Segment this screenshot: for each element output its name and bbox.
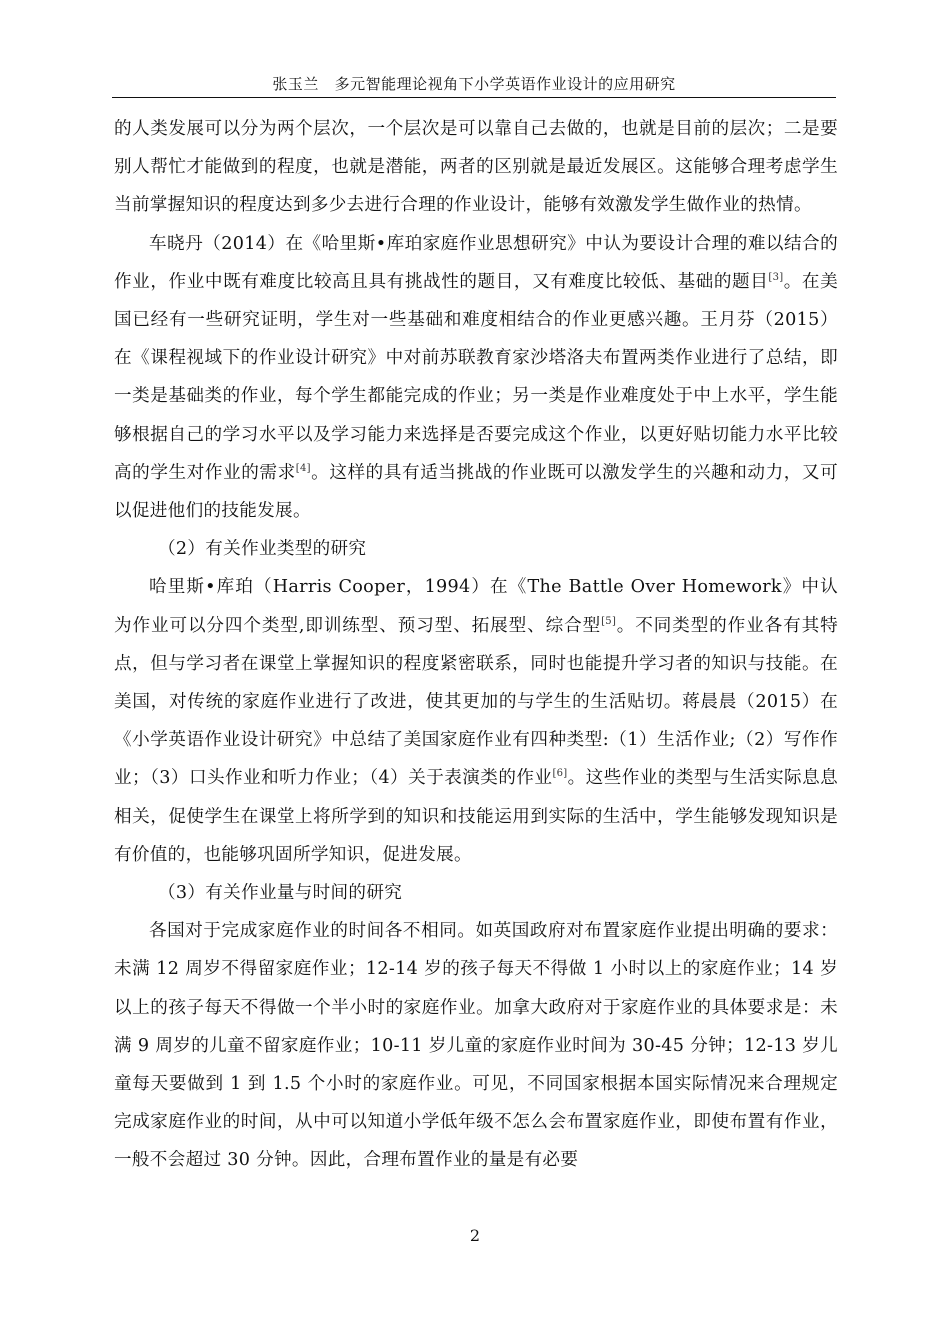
paragraph-difficulty: [114, 225, 838, 531]
header-author: 张玉兰: [272, 75, 319, 93]
paragraph-homework-types: [114, 568, 838, 874]
citation: [3]: [768, 271, 784, 283]
body-text: [114, 110, 838, 1180]
paragraph-text: 哈里斯•库珀（Harris Cooper，1994）在《The Battle Over Homework》中认为作业可以分四个类型,即训练型、预习型、拓展型、综合型: [114, 577, 838, 636]
citation: [4]: [295, 462, 311, 474]
page-number: 2: [469, 1226, 481, 1245]
subheading-homework-time: （3）有关作业量与时间的研究: [158, 883, 403, 904]
subheading-homework-types: （2）有关作业类型的研究: [158, 539, 367, 560]
header-title: 多元智能理论视角下小学英语作业设计的应用研究: [334, 75, 676, 93]
paragraph-text: 。在美国已经有一些研究证明，学生对一些基础和难度相结合的作业更感兴趣。王月芬（2015）在《课程视域下的作业设计研究》中对前苏联教育家沙塔洛夫布置两类作业进行了总结，即一类是基础类的作业，每个学生都能完成的作业；另一类是作业难度处于中上水平，学生能够根据自己的学习水平以及学习能力来选择是否要完成这个作业，以更好贴切能力水平比较高的学生对作业的需求: [114, 271, 839, 483]
paragraph-text: 。这样的具有适当挑战的作业既可以激发学生的兴趣和动力，又可以促进他们的技能发展。: [114, 462, 838, 522]
header-gap: [319, 75, 335, 93]
citation: [6]: [552, 768, 568, 780]
paragraph-continued: 的人类发展可以分为两个层次，一个层次是可以靠自己去做的，也就是目前的层次；二是要别人帮忙才能做到的程度，也就是潜能，两者的区别就是最近发展区。这能够合理考虑学生当前掌握知识的程度达到多少去进行合理的作业设计，能够有效激发学生做作业的热情。: [114, 119, 838, 216]
running-header: [112, 73, 836, 97]
header-rule: [112, 97, 836, 98]
citation: [5]: [601, 615, 617, 627]
paragraph-text: 车晓丹（2014）在《哈里斯•库珀家庭作业思想研究》中认为要设计合理的难以结合的作业，作业中既有难度比较高且具有挑战性的题目，又有难度比较低、基础的题目: [114, 233, 838, 292]
paragraph-text: 。不同类型的作业各有其特点，但与学习者在课堂上掌握知识的程度紧密联系，同时也能提升学习者的知识与技能。在美国，对传统的家庭作业进行了改进，使其更加的与学生的生活贴切。蒋晨晨（2015）在《小学英语作业设计研究》中总结了美国家庭作业有四种类型:（1）生活作业;（2）写作作业；（3）口头作业和听力作业；（4）关于表演类的作业: [114, 615, 838, 789]
paragraph-text: 。这些作业的类型与生活实际息息相关，促使学生在课堂上将所学到的知识和技能运用到实际的生活中，学生能够发现知识是有价值的，也能够巩固所学知识，促进发展。: [114, 768, 838, 865]
paragraph-homework-time: 各国对于完成家庭作业的时间各不相同。如英国政府对布置家庭作业提出明确的要求：未满 12 周岁不得留家庭作业；12-14 岁的孩子每天不得做 1 小时以上的家庭作业；14 岁以上的孩子每天不得做一个半小时的家庭作业。加拿大政府对于家庭作业的具体要求是：未满 9 周岁的儿童不留家庭作业；10-11 岁儿童的家庭作业时间为 30-45 分钟；12-13 岁儿童每天要做到 1 到 1.5 个小时的家庭作业。可见，不同国家根据本国实际情况来合理规定完成家庭作业的时间，从中可以知道小学低年级不怎么会布置家庭作业，即使布置有作业，一般不会超过 30 分钟。因此，合理布置作业的量是有必要: [114, 921, 838, 1171]
